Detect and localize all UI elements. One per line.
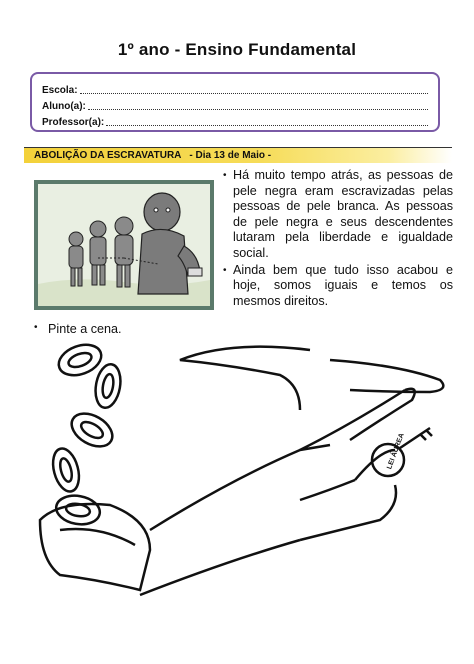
topic-bar: [24, 147, 452, 163]
page-title: 1º ano - Ensino Fundamental: [117, 40, 357, 59]
student-line[interactable]: [88, 100, 428, 110]
bullet-icon: •: [223, 170, 227, 181]
student-info-box: [30, 72, 440, 132]
school-line[interactable]: [80, 84, 428, 94]
bullet-icon: •: [34, 322, 38, 333]
student-label: Aluno(a):: [42, 101, 86, 112]
list-item: [223, 263, 453, 310]
instruction-text: Pinte a cena.: [48, 322, 122, 336]
key-label: LEI ÁUREA: [386, 432, 406, 471]
illustration-drawing: [38, 184, 210, 306]
topic-title: ABOLIÇÃO DA ESCRAVATURA: [34, 150, 182, 161]
teacher-label: Professor(a):: [42, 117, 105, 128]
hand-breaking-chain-illustration: [0, 330, 474, 650]
topic-date: - Dia 13 de Maio -: [189, 150, 272, 161]
enslaved-people-illustration: [34, 180, 214, 310]
text-column: [223, 168, 453, 310]
bullet-icon: •: [223, 264, 227, 276]
teacher-line[interactable]: [106, 116, 428, 126]
paragraph-text: Há muito tempo atrás, as pessoas de pele negra eram escravizadas pelas pessoas de pele branca. As pessoas de pele negra e seus descendentes lutaram pela liberdade e igualdade social.: [233, 168, 453, 260]
list-item: [223, 168, 453, 262]
school-label: Escola:: [42, 85, 78, 96]
school-field[interactable]: [42, 80, 428, 96]
student-field[interactable]: [42, 96, 428, 112]
teacher-field[interactable]: [42, 112, 428, 128]
paragraph-text: Ainda bem que tudo isso acabou e hoje, somos iguais e temos os mesmos direitos.: [233, 262, 453, 308]
